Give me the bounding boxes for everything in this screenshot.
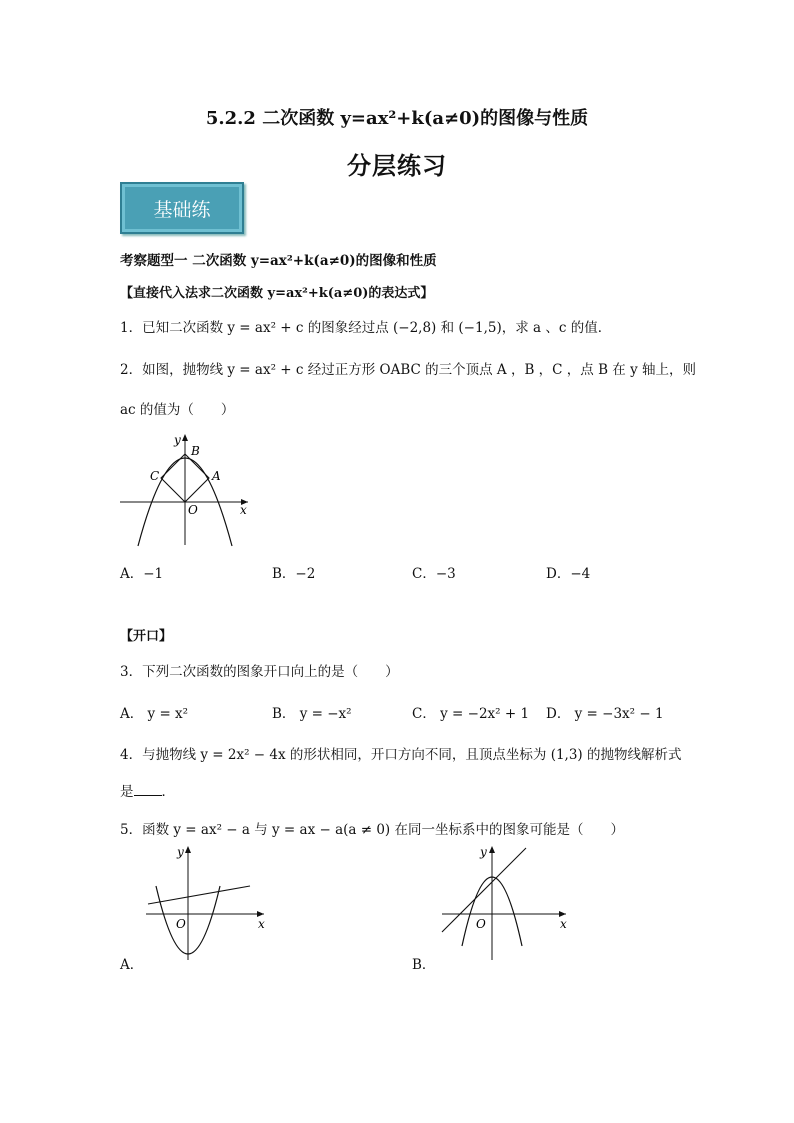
q5-option-a[interactable]: A． (120, 957, 144, 973)
label-x: x (258, 917, 265, 931)
q2-option-d[interactable]: D．−4 (546, 566, 591, 582)
question-2-line-1: 2．如图，抛物线 y = ax² + c 经过正方形 OABC 的三个顶点 A ，B ，C ，点 B 在 y 轴上，则 (120, 362, 696, 378)
q3-option-b[interactable]: B． y = −x² (272, 706, 352, 722)
label-o: O (476, 917, 486, 931)
topic-heading-expression: 【直接代入法求二次函数 y=ax²+k(a≠0)的表达式】 (120, 286, 434, 301)
q4-prefix: 是 (120, 784, 134, 800)
label-y: y (174, 433, 181, 447)
label-y: y (480, 845, 487, 859)
label-x: x (240, 503, 247, 517)
topic-heading-opening: 【开口】 (120, 629, 173, 644)
label-y: y (177, 845, 184, 859)
question-5-figure-a (140, 842, 270, 964)
q5-option-b[interactable]: B． (412, 957, 436, 973)
q4-answer-blank[interactable] (134, 783, 162, 796)
level-badge-label: 基础练 (153, 198, 211, 221)
y-axis-arrow-icon (182, 434, 188, 441)
question-4-line-1: 4．与抛物线 y = 2x² − 4x 的形状相同，开口方向不同，且顶点坐标为 (1,3) 的抛物线解析式 (120, 747, 682, 763)
line (148, 886, 250, 904)
q4-suffix: ． (161, 784, 175, 800)
page-subtitle: 分层练习 (347, 151, 447, 180)
label-o: O (188, 503, 198, 517)
q3-option-a[interactable]: A． y = x² (120, 706, 189, 722)
question-2-figure (118, 430, 258, 552)
section-heading: 考察题型一 二次函数 y=ax²+k(a≠0)的图像和性质 (120, 253, 437, 269)
question-3: 3．下列二次函数的图象开口向上的是（ ） (120, 664, 399, 680)
q3-option-d[interactable]: D． y = −3x² − 1 (546, 706, 664, 722)
label-b: B (191, 444, 200, 458)
question-5-figure-b (436, 842, 572, 964)
question-5: 5．函数 y = ax² − a 与 y = ax − a(a ≠ 0) 在同一坐标系中的图象可能是（ ） (120, 822, 624, 838)
question-2-line-2: ac 的值为（ ） (120, 402, 235, 418)
q3-option-c[interactable]: C． y = −2x² + 1 (412, 706, 530, 722)
label-o: O (176, 917, 186, 931)
level-badge (120, 182, 244, 234)
q2-option-c[interactable]: C．−3 (412, 566, 456, 582)
page-title: 5.2.2 二次函数 y=ax²+k(a≠0)的图像与性质 (205, 108, 589, 129)
question-4-line-2 (120, 780, 175, 800)
question-1: 1．已知二次函数 y = ax² + c 的图象经过点 (−2,8) 和 (−1,5)，求 a 、c 的值． (120, 320, 612, 336)
q2-option-b[interactable]: B．−2 (272, 566, 316, 582)
y-axis-arrow-icon (185, 846, 191, 853)
y-axis-arrow-icon (489, 846, 495, 853)
q2-option-a[interactable]: A．−1 (120, 566, 164, 582)
label-c: C (150, 469, 160, 483)
label-a: A (212, 469, 221, 483)
label-x: x (560, 917, 567, 931)
